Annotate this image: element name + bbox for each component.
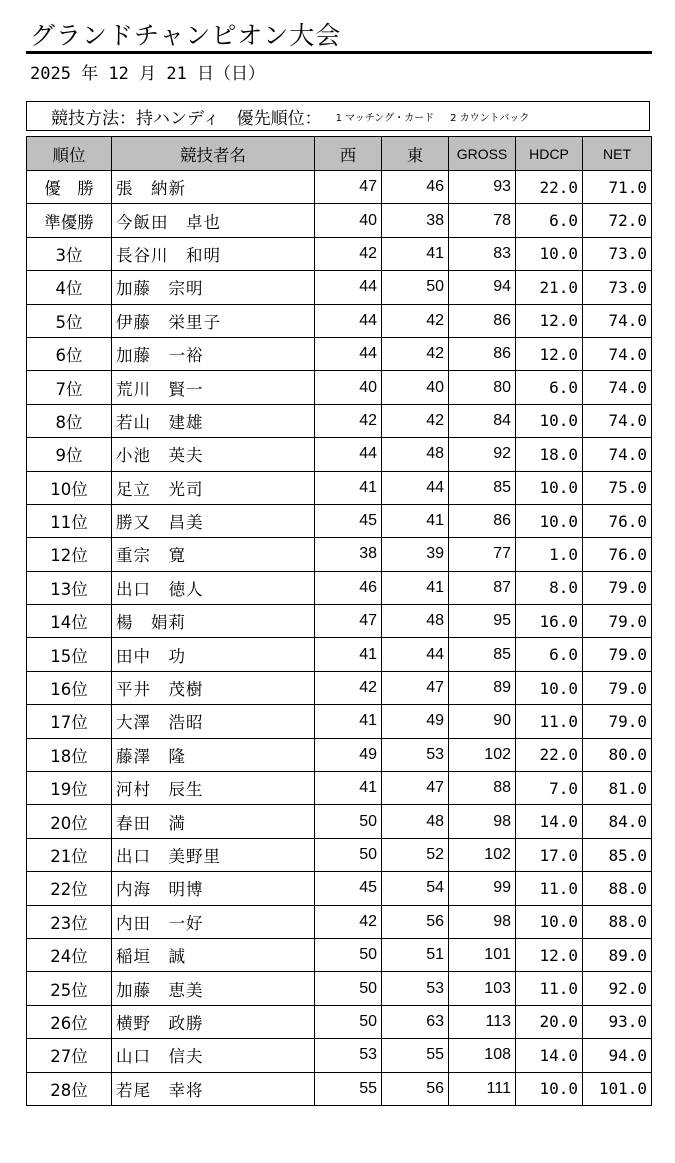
table-row: [27, 471, 652, 504]
west-score-cell: 45: [315, 504, 382, 537]
gross-score-cell: 88: [449, 772, 516, 805]
table-row: [27, 838, 652, 871]
header-east: 東: [382, 137, 449, 171]
net-score-cell: 88.0: [583, 872, 652, 905]
west-score-cell: 50: [315, 972, 382, 1005]
hdcp-cell: 1.0: [516, 538, 583, 571]
hdcp-cell: 10.0: [516, 404, 583, 437]
hdcp-cell: 16.0: [516, 605, 583, 638]
table-row: [27, 438, 652, 471]
gross-score-cell: 78: [449, 204, 516, 237]
table-row: [27, 237, 652, 270]
west-score-cell: 44: [315, 337, 382, 370]
player-name-cell: 藤澤 隆: [112, 738, 315, 771]
table-row: [27, 1039, 652, 1072]
net-score-cell: 101.0: [583, 1072, 652, 1105]
player-name-cell: 加藤 恵美: [112, 972, 315, 1005]
east-score-cell: 41: [382, 571, 449, 604]
east-score-cell: 39: [382, 538, 449, 571]
header-row: [27, 137, 652, 171]
table-row: [27, 204, 652, 237]
net-score-cell: 85.0: [583, 838, 652, 871]
rank-cell: 15位: [27, 638, 112, 671]
west-score-cell: 42: [315, 671, 382, 704]
hdcp-cell: 10.0: [516, 905, 583, 938]
table-row: [27, 504, 652, 537]
hdcp-cell: 11.0: [516, 705, 583, 738]
rank-cell: 3位: [27, 237, 112, 270]
west-score-cell: 44: [315, 271, 382, 304]
player-name-cell: 若山 建雄: [112, 404, 315, 437]
rank-cell: 12位: [27, 538, 112, 571]
table-row: [27, 671, 652, 704]
player-name-cell: 稲垣 誠: [112, 938, 315, 971]
west-score-cell: 41: [315, 638, 382, 671]
hdcp-cell: 10.0: [516, 471, 583, 504]
west-score-cell: 49: [315, 738, 382, 771]
table-row: [27, 404, 652, 437]
net-score-cell: 79.0: [583, 705, 652, 738]
hdcp-cell: 14.0: [516, 1039, 583, 1072]
east-score-cell: 52: [382, 838, 449, 871]
east-score-cell: 48: [382, 438, 449, 471]
header-west: 西: [315, 137, 382, 171]
competition-method-label: 競技方法：持ハンディ 優先順位：: [51, 108, 322, 129]
player-name-cell: 山口 信夫: [112, 1039, 315, 1072]
gross-score-cell: 103: [449, 972, 516, 1005]
competition-method-box: [26, 101, 650, 131]
rank-cell: 17位: [27, 705, 112, 738]
net-score-cell: 73.0: [583, 237, 652, 270]
hdcp-cell: 11.0: [516, 872, 583, 905]
table-row: [27, 705, 652, 738]
net-score-cell: 72.0: [583, 204, 652, 237]
table-row: [27, 972, 652, 1005]
east-score-cell: 44: [382, 638, 449, 671]
east-score-cell: 56: [382, 1072, 449, 1105]
net-score-cell: 73.0: [583, 271, 652, 304]
west-score-cell: 50: [315, 805, 382, 838]
player-name-cell: 平井 茂樹: [112, 671, 315, 704]
east-score-cell: 42: [382, 304, 449, 337]
title-underline: [26, 51, 652, 54]
rank-cell: 20位: [27, 805, 112, 838]
net-score-cell: 71.0: [583, 171, 652, 204]
rank-cell: 16位: [27, 671, 112, 704]
east-score-cell: 53: [382, 972, 449, 1005]
rank-cell: 9位: [27, 438, 112, 471]
rank-cell: 4位: [27, 271, 112, 304]
west-score-cell: 45: [315, 872, 382, 905]
west-score-cell: 42: [315, 237, 382, 270]
hdcp-cell: 17.0: [516, 838, 583, 871]
east-score-cell: 46: [382, 171, 449, 204]
player-name-cell: 伊藤 栄里子: [112, 304, 315, 337]
west-score-cell: 42: [315, 404, 382, 437]
gross-score-cell: 102: [449, 738, 516, 771]
net-score-cell: 92.0: [583, 972, 652, 1005]
hdcp-cell: 6.0: [516, 638, 583, 671]
west-score-cell: 50: [315, 838, 382, 871]
rank-cell: 26位: [27, 1005, 112, 1038]
hdcp-cell: 6.0: [516, 371, 583, 404]
gross-score-cell: 92: [449, 438, 516, 471]
table-row: [27, 171, 652, 204]
table-row: [27, 638, 652, 671]
header-rank: 順位: [27, 137, 112, 171]
rank-cell: 優 勝: [27, 171, 112, 204]
player-name-cell: 田中 功: [112, 638, 315, 671]
gross-score-cell: 94: [449, 271, 516, 304]
gross-score-cell: 80: [449, 371, 516, 404]
west-score-cell: 40: [315, 204, 382, 237]
player-name-cell: 春田 満: [112, 805, 315, 838]
player-name-cell: 加藤 一裕: [112, 337, 315, 370]
hdcp-cell: 20.0: [516, 1005, 583, 1038]
header-hdcp: HDCP: [516, 137, 583, 171]
table-row: [27, 304, 652, 337]
net-score-cell: 88.0: [583, 905, 652, 938]
rank-cell: 18位: [27, 738, 112, 771]
rank-cell: 19位: [27, 772, 112, 805]
player-name-cell: 荒川 賢一: [112, 371, 315, 404]
net-score-cell: 84.0: [583, 805, 652, 838]
event-date: 2025 年 12 月 21 日（日）: [30, 64, 266, 84]
gross-score-cell: 84: [449, 404, 516, 437]
net-score-cell: 74.0: [583, 337, 652, 370]
hdcp-cell: 12.0: [516, 938, 583, 971]
west-score-cell: 38: [315, 538, 382, 571]
west-score-cell: 41: [315, 772, 382, 805]
rank-cell: 準優勝: [27, 204, 112, 237]
net-score-cell: 93.0: [583, 1005, 652, 1038]
gross-score-cell: 86: [449, 504, 516, 537]
gross-score-cell: 86: [449, 337, 516, 370]
table-row: [27, 538, 652, 571]
hdcp-cell: 7.0: [516, 772, 583, 805]
gross-score-cell: 108: [449, 1039, 516, 1072]
priority-1: 1 マッチング・カード: [335, 112, 435, 124]
rank-cell: 23位: [27, 905, 112, 938]
player-name-cell: 今飯田 卓也: [112, 204, 315, 237]
gross-score-cell: 90: [449, 705, 516, 738]
player-name-cell: 加藤 宗明: [112, 271, 315, 304]
page-title: グランドチャンピオン大会: [30, 21, 342, 50]
east-score-cell: 54: [382, 872, 449, 905]
hdcp-cell: 14.0: [516, 805, 583, 838]
gross-score-cell: 83: [449, 237, 516, 270]
east-score-cell: 63: [382, 1005, 449, 1038]
player-name-cell: 若尾 幸将: [112, 1072, 315, 1105]
net-score-cell: 94.0: [583, 1039, 652, 1072]
table-row: [27, 1072, 652, 1105]
hdcp-cell: 18.0: [516, 438, 583, 471]
gross-score-cell: 98: [449, 905, 516, 938]
west-score-cell: 46: [315, 571, 382, 604]
player-name-cell: 横野 政勝: [112, 1005, 315, 1038]
net-score-cell: 74.0: [583, 438, 652, 471]
header-gross: GROSS: [449, 137, 516, 171]
player-name-cell: 内海 明博: [112, 872, 315, 905]
table-row: [27, 938, 652, 971]
rank-cell: 6位: [27, 337, 112, 370]
player-name-cell: 大澤 浩昭: [112, 705, 315, 738]
rank-cell: 11位: [27, 504, 112, 537]
net-score-cell: 75.0: [583, 471, 652, 504]
table-row: [27, 605, 652, 638]
gross-score-cell: 111: [449, 1072, 516, 1105]
table-row: [27, 571, 652, 604]
hdcp-cell: 8.0: [516, 571, 583, 604]
gross-score-cell: 86: [449, 304, 516, 337]
east-score-cell: 48: [382, 805, 449, 838]
player-name-cell: 楊 娟莉: [112, 605, 315, 638]
table-row: [27, 1005, 652, 1038]
rank-cell: 22位: [27, 872, 112, 905]
table-row: [27, 772, 652, 805]
gross-score-cell: 93: [449, 171, 516, 204]
results-table: [26, 136, 652, 1106]
gross-score-cell: 87: [449, 571, 516, 604]
player-name-cell: 出口 徳人: [112, 571, 315, 604]
hdcp-cell: 10.0: [516, 671, 583, 704]
player-name-cell: 勝又 昌美: [112, 504, 315, 537]
hdcp-cell: 12.0: [516, 337, 583, 370]
east-score-cell: 44: [382, 471, 449, 504]
gross-score-cell: 99: [449, 872, 516, 905]
table-row: [27, 371, 652, 404]
west-score-cell: 55: [315, 1072, 382, 1105]
table-row: [27, 905, 652, 938]
rank-cell: 7位: [27, 371, 112, 404]
gross-score-cell: 85: [449, 638, 516, 671]
gross-score-cell: 89: [449, 671, 516, 704]
hdcp-cell: 22.0: [516, 171, 583, 204]
west-score-cell: 42: [315, 905, 382, 938]
gross-score-cell: 113: [449, 1005, 516, 1038]
table-row: [27, 738, 652, 771]
rank-cell: 14位: [27, 605, 112, 638]
priority-2: 2 カウントバック: [450, 112, 530, 124]
gross-score-cell: 95: [449, 605, 516, 638]
west-score-cell: 40: [315, 371, 382, 404]
hdcp-cell: 6.0: [516, 204, 583, 237]
player-name-cell: 長谷川 和明: [112, 237, 315, 270]
player-name-cell: 張 納新: [112, 171, 315, 204]
player-name-cell: 内田 一好: [112, 905, 315, 938]
east-score-cell: 42: [382, 404, 449, 437]
table-row: [27, 271, 652, 304]
hdcp-cell: 12.0: [516, 304, 583, 337]
net-score-cell: 76.0: [583, 538, 652, 571]
net-score-cell: 79.0: [583, 605, 652, 638]
east-score-cell: 53: [382, 738, 449, 771]
rank-cell: 27位: [27, 1039, 112, 1072]
east-score-cell: 47: [382, 772, 449, 805]
player-name-cell: 重宗 寛: [112, 538, 315, 571]
header-player-name: 競技者名: [112, 137, 315, 171]
west-score-cell: 50: [315, 1005, 382, 1038]
net-score-cell: 74.0: [583, 304, 652, 337]
net-score-cell: 79.0: [583, 671, 652, 704]
gross-score-cell: 101: [449, 938, 516, 971]
player-name-cell: 足立 光司: [112, 471, 315, 504]
east-score-cell: 55: [382, 1039, 449, 1072]
west-score-cell: 44: [315, 304, 382, 337]
header-net: NET: [583, 137, 652, 171]
player-name-cell: 出口 美野里: [112, 838, 315, 871]
gross-score-cell: 85: [449, 471, 516, 504]
west-score-cell: 50: [315, 938, 382, 971]
east-score-cell: 41: [382, 504, 449, 537]
gross-score-cell: 77: [449, 538, 516, 571]
table-row: [27, 337, 652, 370]
east-score-cell: 38: [382, 204, 449, 237]
gross-score-cell: 98: [449, 805, 516, 838]
hdcp-cell: 10.0: [516, 1072, 583, 1105]
net-score-cell: 79.0: [583, 571, 652, 604]
net-score-cell: 80.0: [583, 738, 652, 771]
player-name-cell: 小池 英夫: [112, 438, 315, 471]
hdcp-cell: 21.0: [516, 271, 583, 304]
east-score-cell: 51: [382, 938, 449, 971]
gross-score-cell: 102: [449, 838, 516, 871]
east-score-cell: 49: [382, 705, 449, 738]
player-name-cell: 河村 辰生: [112, 772, 315, 805]
net-score-cell: 89.0: [583, 938, 652, 971]
west-score-cell: 47: [315, 605, 382, 638]
east-score-cell: 50: [382, 271, 449, 304]
hdcp-cell: 22.0: [516, 738, 583, 771]
east-score-cell: 41: [382, 237, 449, 270]
rank-cell: 21位: [27, 838, 112, 871]
west-score-cell: 53: [315, 1039, 382, 1072]
net-score-cell: 79.0: [583, 638, 652, 671]
hdcp-cell: 10.0: [516, 504, 583, 537]
rank-cell: 24位: [27, 938, 112, 971]
rank-cell: 5位: [27, 304, 112, 337]
net-score-cell: 74.0: [583, 371, 652, 404]
rank-cell: 8位: [27, 404, 112, 437]
west-score-cell: 41: [315, 471, 382, 504]
west-score-cell: 47: [315, 171, 382, 204]
table-row: [27, 872, 652, 905]
east-score-cell: 47: [382, 671, 449, 704]
east-score-cell: 56: [382, 905, 449, 938]
net-score-cell: 76.0: [583, 504, 652, 537]
table-row: [27, 805, 652, 838]
west-score-cell: 44: [315, 438, 382, 471]
east-score-cell: 42: [382, 337, 449, 370]
rank-cell: 10位: [27, 471, 112, 504]
hdcp-cell: 10.0: [516, 237, 583, 270]
rank-cell: 28位: [27, 1072, 112, 1105]
rank-cell: 25位: [27, 972, 112, 1005]
net-score-cell: 81.0: [583, 772, 652, 805]
net-score-cell: 74.0: [583, 404, 652, 437]
rank-cell: 13位: [27, 571, 112, 604]
hdcp-cell: 11.0: [516, 972, 583, 1005]
west-score-cell: 41: [315, 705, 382, 738]
east-score-cell: 48: [382, 605, 449, 638]
east-score-cell: 40: [382, 371, 449, 404]
